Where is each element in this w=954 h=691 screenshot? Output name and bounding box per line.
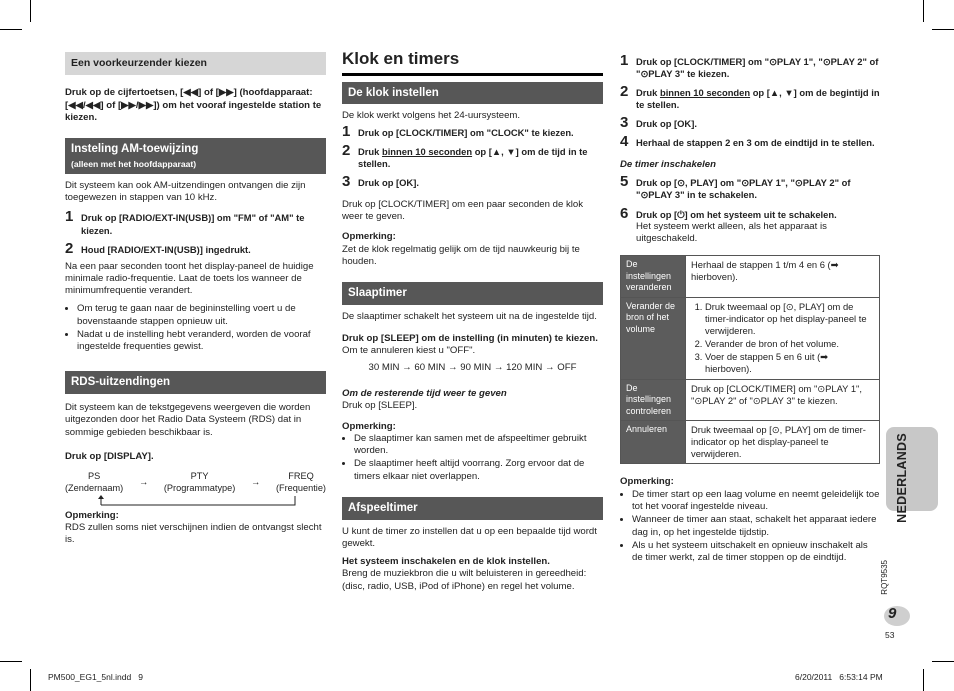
flow-item-ps	[65, 471, 123, 495]
step-text: Druk op [CLOCK/TIMER] om "⊙PLAY 1", "⊙PLAY 2" of "⊙PLAY 3" te kiezen.	[636, 56, 879, 80]
am-heading	[65, 138, 326, 174]
rds-note-label: Opmerking:	[65, 509, 119, 521]
table-row	[621, 256, 880, 298]
step-text-part: Druk	[636, 87, 660, 99]
step-text-part: Druk	[358, 145, 382, 157]
play-prep-label: Het systeem inschakelen en de klok instellen.	[342, 556, 550, 568]
am-intro: Dit systeem kan ook AM-uitzendingen ontvangen die zijn toegewezen in stappen van 10 kHz.	[65, 179, 306, 204]
list-item: • Om terug te gaan naar de begininstelling voert u de bovenstaande stappen opnieuw uit.	[77, 303, 326, 328]
list-item: 1. Druk tweemaal op [⊙, PLAY] om de timer-indicator op het display-paneel te verwijderen.	[705, 301, 874, 337]
step-text: Druk op [OK].	[358, 176, 419, 188]
timer-note-label: Opmerking:	[620, 476, 674, 488]
left-column	[65, 52, 326, 553]
footer-file: PM500_EG1_5nl.indd 9	[48, 672, 143, 682]
table-row-text: Herhaal de stappen 1 t/m 4 en 6 (➡ hierboven).	[686, 256, 880, 298]
crop-mark	[0, 661, 22, 662]
list-item: • Wanneer de timer aan staat, schakelt het apparaat iedere dag in, op het ingestelde tijdstip.	[632, 514, 880, 539]
sleep-intro: De slaaptimer schakelt het systeem uit na de ingestelde tijd.	[342, 310, 597, 322]
step-number: 1	[342, 122, 351, 140]
clock-note-label: Opmerking:	[342, 231, 396, 243]
crop-mark	[923, 669, 924, 691]
table-row-text: Druk tweemaal op [⊙, PLAY] om de timer-indicator op het display-paneel te verwijderen.	[686, 421, 880, 464]
sleep-note-label: Opmerking:	[342, 420, 396, 432]
timer-step-3	[620, 116, 880, 130]
flow-item-freq	[276, 471, 326, 495]
arrow-right-icon: →	[138, 477, 149, 488]
sleep-instruction: Druk op [SLEEP] om de instelling (in minuten) te kiezen.	[342, 333, 598, 345]
am-after: Na een paar seconden toont het display-paneel de huidige minimale radio-frequentie. Laat de toets los wanneer de minimumfrequentie verandert.	[65, 260, 314, 297]
step-text: Druk op [CLOCK/TIMER] om "CLOCK" te kiezen.	[358, 126, 574, 138]
step-text	[636, 85, 880, 111]
sleep-cancel: Om te annuleren kiest u "OFF".	[342, 345, 476, 357]
middle-column	[342, 49, 603, 599]
table-row-label: De instellingen controleren	[621, 379, 686, 421]
step-text-underlined: binnen 10 seconden	[381, 145, 473, 157]
rds-intro: Dit systeem kan de tekstgegevens weergeven die worden uitgezonden door het Radio Data Systeem (RDS) dat in sommige gebieden beschikbaar is.	[65, 402, 311, 438]
timer-step-2	[620, 85, 880, 111]
flow-code: PTY	[190, 471, 209, 482]
table-row	[621, 297, 880, 379]
step-text-main: Druk op [⏻] om het systeem uit te schakelen.	[636, 208, 837, 220]
flow-code: PS	[87, 471, 101, 482]
timer-table	[620, 255, 880, 464]
step-text	[358, 144, 603, 170]
step-number: 2	[342, 141, 351, 159]
title-divider	[342, 73, 603, 76]
sleep-bullets	[342, 433, 603, 483]
step-text: Herhaal de stappen 2 en 3 om de eindtijd in te stellen.	[636, 137, 875, 149]
step-number: 1	[620, 52, 629, 69]
list-item: 2. Verander de bron of het volume.	[705, 338, 874, 350]
preset-text: Druk op de cijfertoetsen, [◀◀] of [▶▶] (hoofdapparaat: [◀◀/◀◀] of [▶▶/▶▶]) om het vooraf ingestelde station te kiezen.	[65, 87, 322, 123]
am-step-2	[65, 239, 326, 257]
flow-desc: (Programmatype)	[163, 482, 236, 493]
rds-note: RDS zullen soms niet verschijnen indien de ontvangst slecht is.	[65, 522, 322, 546]
step-text: Druk op [OK].	[636, 118, 697, 130]
flow-desc: (Frequentie)	[275, 482, 326, 493]
timer-step-1	[620, 54, 880, 80]
step-text: Houd [RADIO/EXT-IN(USB)] ingedrukt.	[81, 243, 251, 255]
page-number: 9	[888, 605, 897, 622]
list-item: • De slaaptimer kan samen met de afspeeltimer gebruikt worden.	[354, 433, 603, 458]
am-bullets	[65, 303, 326, 353]
clock-heading: De klok instellen	[342, 82, 603, 105]
list-item: 3. Voer de stappen 5 en 6 uit (➡ hierboven).	[705, 351, 874, 375]
step-text-part: op [▲, ▼] om de tijd in te stellen.	[358, 145, 588, 169]
table-row-label: Verander de bron of het volume	[621, 297, 686, 379]
timer-step-4	[620, 135, 880, 149]
crop-mark	[932, 29, 954, 30]
language-label: NEDERLANDS	[895, 433, 909, 523]
step-number: 3	[620, 114, 629, 132]
step-text-part: op [▲, ▼] om de begintijd in te stellen.	[636, 87, 880, 111]
step-number: 3	[342, 172, 351, 190]
step-number: 6	[620, 204, 629, 222]
sleep-remaining-label: Om de resterende tijd weer te geven	[342, 387, 507, 399]
crop-mark	[923, 0, 924, 22]
clock-step-3	[342, 172, 603, 190]
table-row-text: Druk op [CLOCK/TIMER] om "⊙PLAY 1", "⊙PLAY 2" of "⊙PLAY 3" te kiezen.	[686, 379, 880, 421]
table-row-label: Annuleren	[621, 421, 686, 464]
list-item: • Nadat u de instelling hebt veranderd, worden de vooraf ingestelde frequenties gewist.	[77, 329, 326, 354]
flow-item-pty	[164, 471, 235, 495]
step-text-underlined: binnen 10 seconden	[659, 87, 751, 99]
sleep-remaining: Druk op [SLEEP].	[342, 400, 418, 412]
table-row	[621, 421, 880, 464]
language-tab	[886, 427, 938, 523]
right-column	[620, 52, 880, 570]
step-text: Druk op [RADIO/EXT-IN(USB)] om "FM" of "AM" te kiezen.	[81, 212, 305, 236]
table-row-text	[686, 297, 880, 379]
step-number: 5	[620, 173, 629, 191]
am-step-1	[65, 210, 326, 236]
flow-code: FREQ	[288, 471, 314, 482]
step-number: 1	[65, 208, 74, 226]
rds-flow	[65, 471, 326, 495]
arrow-right-icon: →	[251, 477, 261, 488]
clock-step-1	[342, 122, 603, 140]
step-number: 2	[620, 83, 629, 101]
timer-step-6	[620, 204, 880, 246]
list-item: • De slaaptimer heeft altijd voorrang. Zorg ervoor dat de timers elkaar niet overlappen.	[354, 458, 603, 483]
clock-note: Zet de klok regelmatig gelijk om de tijd nauwkeurig bij te houden.	[342, 243, 580, 267]
table-row-label: De instellingen veranderen	[621, 256, 686, 298]
crop-mark	[30, 669, 31, 691]
clock-step-2	[342, 141, 603, 170]
step-text-extra: Het systeem werkt alleen, als het apparaat is uitgeschakeld.	[636, 220, 827, 244]
step-text	[636, 207, 880, 246]
play-intro: U kunt de timer zo instellen dat u op een bepaalde tijd wordt gewekt.	[342, 525, 597, 549]
flow-desc: (Zendernaam)	[65, 482, 124, 493]
footer-date: 6/20/2011 6:53:14 PM	[795, 672, 883, 682]
play-prep: Breng de muziekbron die u wilt beluisteren in gereedheid: (disc, radio, USB, iPod of iPhone) en regel het volume.	[342, 568, 587, 592]
page-number-alt: 53	[885, 630, 895, 640]
list-item: • Als u het systeem uitschakelt en opnieuw inschakelt als de timer werkt, zal de timer stoppen op de eindtijd.	[632, 540, 880, 565]
am-heading-title: Insteling AM-toewijzing	[71, 143, 199, 156]
preset-heading: Een voorkeurzender kiezen	[65, 52, 326, 75]
step-number: 4	[620, 133, 629, 151]
sleep-sequence: 30 MIN → 60 MIN → 90 MIN → 120 MIN → OFF	[368, 361, 577, 373]
timer-bullets	[620, 489, 880, 565]
page-title: Klok en timers	[342, 49, 460, 68]
timer-on-label: De timer inschakelen	[620, 159, 716, 171]
play-heading: Afspeeltimer	[342, 497, 603, 520]
step-number: 2	[65, 239, 74, 257]
crop-mark	[932, 661, 954, 662]
rds-heading: RDS-uitzendingen	[65, 371, 326, 394]
list-item: • De timer start op een laag volume en neemt geleidelijk toe tot het vooraf ingestelde niveau.	[632, 489, 880, 514]
timer-step-5	[620, 175, 880, 201]
sleep-heading: Slaaptimer	[342, 282, 603, 305]
step-text: Druk op [⊙, PLAY] om "⊙PLAY 1", "⊙PLAY 2" of "⊙PLAY 3" in te schakelen.	[636, 177, 851, 201]
clock-intro: De klok werkt volgens het 24-uursysteem.	[342, 110, 521, 122]
crop-mark	[30, 0, 31, 22]
loop-arrow-icon	[65, 495, 326, 507]
clock-check: Druk op [CLOCK/TIMER] om een paar seconden de klok weer te geven.	[342, 198, 584, 223]
crop-mark	[0, 29, 22, 30]
rds-instruction: Druk op [DISPLAY].	[65, 450, 154, 462]
am-heading-sub: (alleen met het hoofdapparaat)	[71, 158, 197, 169]
doc-code: RQT9535	[880, 560, 889, 595]
table-row	[621, 379, 880, 421]
